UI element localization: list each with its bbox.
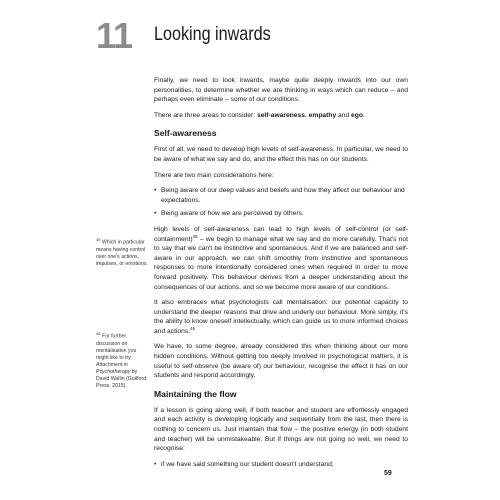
self-awareness-paragraph-2: There are two main considerations here:: [154, 171, 274, 179]
flow-list: [154, 460, 408, 470]
list-item: • Being aware of how we are perceived by others.: [154, 210, 304, 218]
bullet-icon: •: [154, 210, 157, 218]
considerations-list: [154, 186, 408, 219]
page-number: 59: [384, 470, 392, 477]
book-title: Attachment in Psychotherapy: [96, 361, 131, 375]
chapter-title: Looking inwards: [154, 24, 271, 45]
areas-paragraph: There are three areas to consider: self-awareness, empathy and ego.: [154, 111, 365, 119]
bullet-icon: •: [154, 460, 157, 468]
footnote-ref-46: 46: [190, 325, 196, 331]
self-awareness-paragraph-4: It also embraces what psychologists call mentalisation: our potential capacity to understand the deeper reasons that drive and underly our behaviour. More simply, it's the ability to know oneself intellectually, which can guide us to more informed choices and actions.$^{46}$: [154, 299, 408, 335]
self-awareness-paragraph-3: High levels of self-awareness can lead to high levels of self-control (or self-containment)$^{45}$ – we begin to manage what we say and do more carefully. That's not to say that we can't be instinctive and spontaneous. And if we are balanced and self-aware in our approach, we can shift smoothly from instinctive and spontaneous responses to more intentionally considered ones when required in order to move forward positively. This behaviour derives from a deeper understanding about the consequences of our actions, and so we become more aware of our conditions.: [154, 225, 408, 291]
flow-paragraph-1: If a lesson is going along well, if both teacher and student are effortlessly engaged and each activity is developing logically and sequentially from the last, then there is nothing to concern us. Just maintain that flow – the positive energy (in both student and teacher) will be unmistakeable. But if things are not going so well, we need to recognise:: [154, 406, 408, 453]
main-text: [154, 76, 408, 475]
chapter-number: 11: [96, 15, 133, 56]
term-empathy: empathy: [308, 111, 337, 119]
self-awareness-paragraph-1: First of all, we need to develop high levels of self-awareness. In particular, we need to be aware of what we say and do, and the effect this has on our students.: [154, 146, 408, 163]
term-ego: ego: [351, 111, 363, 119]
heading-maintaining-flow: Maintaining the flow: [154, 388, 237, 399]
bullet-icon: •: [154, 187, 157, 195]
footnote-ref-45: 45: [192, 233, 198, 239]
self-awareness-paragraph-5: We have, to some degree, already considered this when thinking about our more hidden conditions. Without getting too deeply involved in psychological matters, it is useful to self-observe (be aware of) our behaviour, recognise the effect it has on our students and respond accordingly.: [154, 343, 408, 380]
term-self-awareness: self-awareness: [256, 111, 305, 119]
heading-self-awareness: Self-awareness: [154, 128, 217, 139]
margin-note-46: $^{46}$ For further discussion on mentalisation you might like to try Attachment in Psychotherapy by David Wallin (Guilford Press, 2015).: [96, 331, 146, 389]
list-item: • if we have said something our student doesn't understand;: [154, 460, 334, 468]
list-item: • Being aware of our deep values and beliefs and how they affect our behaviour and expectations.: [154, 187, 405, 204]
margin-note-45: $^{45}$ Which in particular means having control over one's actions, impulses, or emotions.: [96, 237, 148, 267]
intro-paragraph: Finally, we need to look inwards, maybe quite deeply inwards into our own personalities, to determine whether we are thinking in ways which can reduce – and perhaps even eliminate – some of our conditions.: [154, 77, 408, 104]
